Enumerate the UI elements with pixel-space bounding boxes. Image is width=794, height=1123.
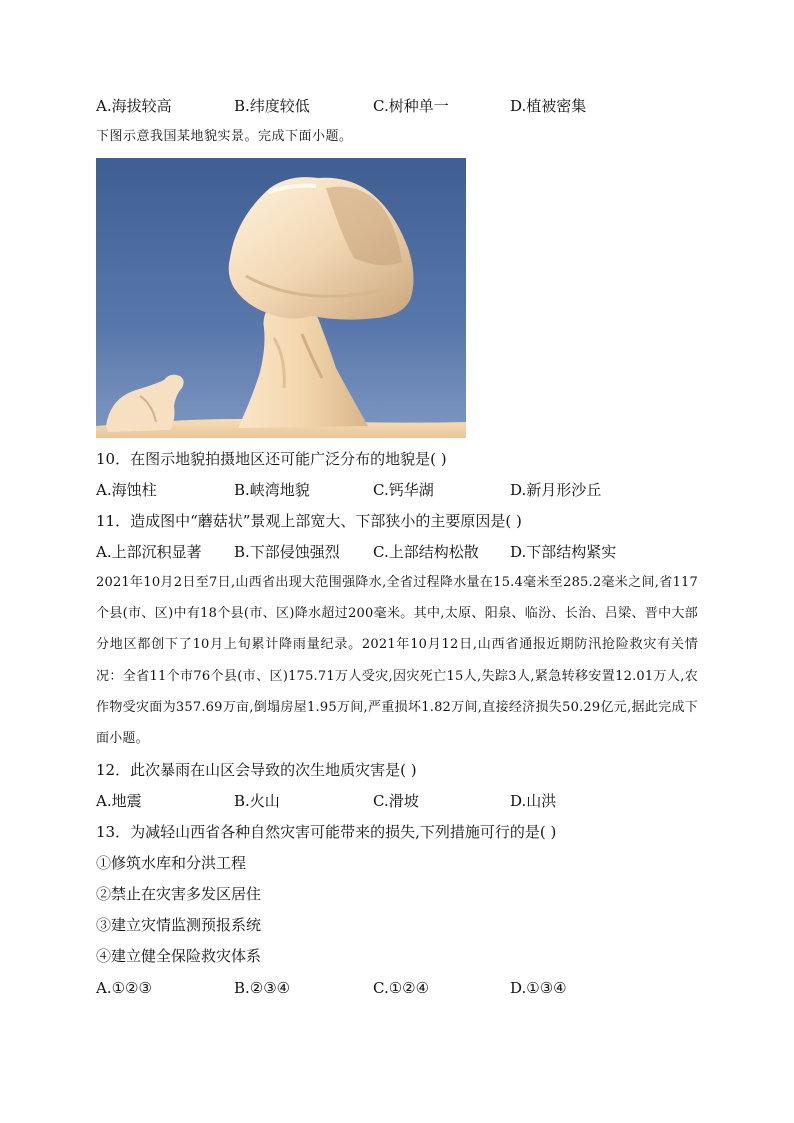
q13-item-3: ③建立灾情监测预报系统 <box>96 916 262 934</box>
q13-item-4: ④建立健全保险救灾体系 <box>96 947 262 965</box>
mushroom-rock-image <box>96 158 466 438</box>
q10-option-d: D.新月形沙丘 <box>510 481 602 499</box>
q13-option-d: D.①③④ <box>510 979 567 997</box>
q12-option-d: D.山洪 <box>510 792 557 810</box>
reading-passage: 2021年10月2日至7日,山西省出现大范围强降水,全省过程降水量在15.4毫米至285.2毫米之间,省117个县(市、区)中有18个县(市、区)降水超过200毫米。其中,太原、阳泉、临汾、长治、吕梁、晋中大部分地区都创下了10月上旬累计降雨量纪录。2021年10月12日,山西省通报近期防汛抢险救灾有关情况：全省11个市76个县(市、区)175.71万人受灾,因灾死亡15人,失踪3人,紧急转移安置12.01万人,农作物受灾面为357.69万亩,倒塌房屋1.95万间,严重损坏1.82万间,直接经济损失50.29亿元,据此完成下面小题。 <box>96 575 698 747</box>
photo-intro: 下图示意我国某地貌实景。完成下面小题。 <box>96 129 353 144</box>
q13-option-b: B.②③④ <box>234 979 291 997</box>
q12-option-b: B.火山 <box>234 792 280 810</box>
q10-option-b: B.峡湾地貌 <box>234 481 310 499</box>
q9-option-c: C.树种单一 <box>373 97 449 115</box>
q13-item-1: ①修筑水库和分洪工程 <box>96 854 247 872</box>
q13-stem: 13．为减轻山西省各种自然灾害可能带来的损失,下列措施可行的是( ) <box>96 823 557 841</box>
q9-option-a: A.海拔较高 <box>96 97 172 115</box>
q11-option-b: B.下部侵蚀强烈 <box>234 543 340 561</box>
mushroom-rock-photo <box>96 158 466 438</box>
q13-option-c: C.①②④ <box>373 979 430 997</box>
q10-stem: 10．在图示地貌拍摄地区还可能广泛分布的地貌是( ) <box>96 450 447 468</box>
q9-option-b: B.纬度较低 <box>234 97 310 115</box>
q13-option-a: A.①②③ <box>96 979 152 997</box>
q12-option-c: C.滑坡 <box>373 792 419 810</box>
q10-option-c: C.钙华湖 <box>373 481 434 499</box>
q11-option-c: C.上部结构松散 <box>373 543 479 561</box>
q9-option-d: D.植被密集 <box>510 97 587 115</box>
q11-option-d: D.下部结构紧实 <box>510 543 617 561</box>
q13-item-2: ②禁止在灾害多发区居住 <box>96 885 262 903</box>
q10-option-a: A.海蚀柱 <box>96 481 157 499</box>
q12-option-a: A.地震 <box>96 792 142 810</box>
q11-option-a: A.上部沉积显著 <box>96 543 202 561</box>
q12-stem: 12．此次暴雨在山区会导致的次生地质灾害是( ) <box>96 761 417 779</box>
q11-stem: 11．造成图中“蘑菇状”景观上部宽大、下部狭小的主要原因是( ) <box>96 512 522 530</box>
